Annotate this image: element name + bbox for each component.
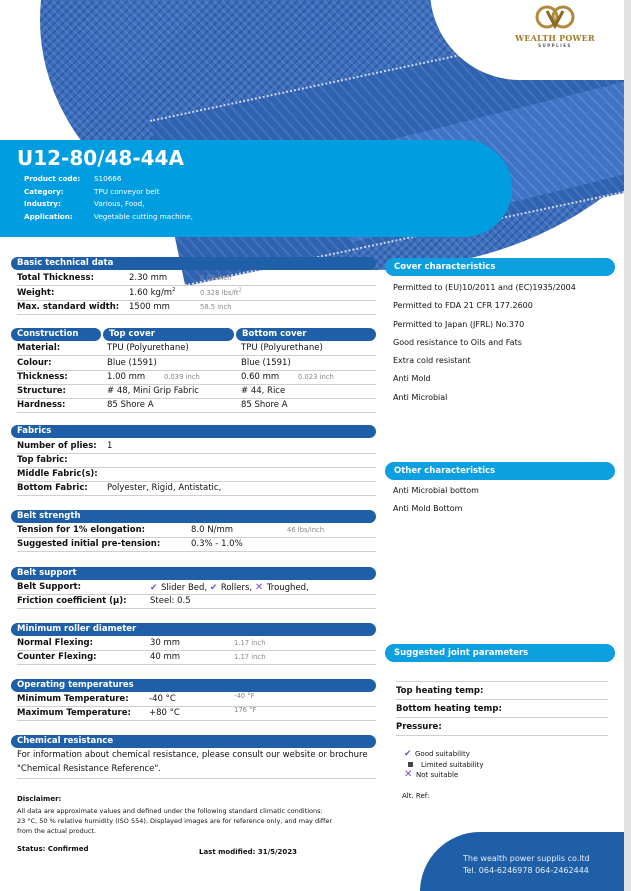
check-icon: ✔ <box>404 749 412 759</box>
logo-brand: WEALTH POWER <box>515 33 595 43</box>
list-item: Good resistance to Oils and Fats <box>393 337 522 347</box>
legend-limited: Limited suitability <box>404 760 484 771</box>
other-characteristics-list <box>393 482 479 519</box>
alt-ref: Alt. Ref: <box>402 792 430 800</box>
company-phone: Tel. 064-6246978 064-2462444 <box>463 866 589 875</box>
list-item: Permitted to Japan (JFRL) No.370 <box>393 319 525 329</box>
list-item: Permitted to (EU)10/2011 and (EC)1935/2004 <box>393 283 576 292</box>
footer-contact <box>420 832 624 891</box>
section-basic-heading: Basic technical data <box>11 257 376 270</box>
bottom-cover-heading: Bottom cover <box>236 328 376 341</box>
logo-emblem-icon <box>535 2 575 34</box>
company-name: The wealth power supplis co.ltd <box>463 854 590 863</box>
row-hardness: Hardness: 85 Shore A 85 Shore A <box>17 398 376 413</box>
legend-good: ✔ Good suitability <box>404 749 470 759</box>
row-top-fabric: Top fabric: <box>17 453 376 468</box>
row-bottom-heating: Bottom heating temp: <box>396 700 608 718</box>
last-modified: Last modified: 31/5/2023 <box>199 848 298 856</box>
meta-application: Application: Vegetable cutting machine, <box>24 212 193 221</box>
row-bottom-fabric: Bottom Fabric: Polyester, Rigid, Antistatic, <box>17 481 376 496</box>
meta-category: Category: TPU conveyor belt <box>24 187 160 196</box>
meta-product-code: Product code: S10666 <box>24 174 122 183</box>
row-friction: Friction coefficient (µ): Steel: 0.5 <box>17 594 376 609</box>
page-edge <box>624 0 631 891</box>
logo-sub: SUPPLIES <box>538 43 572 48</box>
section-temperature-heading: Operating temperatures <box>11 679 376 692</box>
legend-not-suitable: ✕ Not suitable <box>404 769 459 780</box>
list-item: Anti Mold Bottom <box>393 504 463 514</box>
row-max-temp: Maximum Temperature: +80 °C 176 °F <box>17 706 376 721</box>
row-pressure: Pressure: <box>396 718 608 736</box>
row-middle-fabric: Middle Fabric(s): <box>17 467 376 482</box>
row-material: Material: TPU (Polyurethane) TPU (Polyurethane) <box>17 341 376 356</box>
product-title-block <box>0 140 512 237</box>
section-strength-heading: Belt strength <box>11 510 376 523</box>
other-characteristics-heading: Other characteristics <box>385 462 615 480</box>
square-icon <box>408 762 413 767</box>
row-pretension: Suggested initial pre-tension: 0.3% - 1.0% <box>17 537 376 552</box>
row-plies: Number of plies: 1 <box>17 439 376 454</box>
row-tension: Tension for 1% elongation: 8.0 N/mm 46 lbs/inch <box>17 523 376 538</box>
row-belt-support: Belt Support: ✔ Slider Bed, ✔ Rollers, ✕ Troughed, <box>17 580 376 595</box>
row-colour: Colour: Blue (1591) Blue (1591) <box>17 356 376 371</box>
list-item: Permitted to FDA 21 CFR 177.2600 <box>393 301 533 311</box>
row-structure: Structure: # 48, Mini Grip Fabric # 44, Rice <box>17 384 376 399</box>
check-icon: ✔ <box>209 583 218 593</box>
status-text: Status: Confirmed <box>17 845 89 853</box>
row-total-thickness: Total Thickness: 2.30 mm 0.09 inch <box>17 271 376 286</box>
list-item: Anti Microbial <box>393 392 448 402</box>
section-chemical-heading: Chemical resistance <box>11 735 376 748</box>
list-item: Anti Microbial bottom <box>393 486 479 495</box>
list-item: Anti Mold <box>393 374 431 384</box>
x-icon: ✕ <box>404 769 413 780</box>
section-fabrics-heading: Fabrics <box>11 425 376 438</box>
row-weight: Weight: 1.60 $kg/m^2$ 0.328 lbs/$ft^2$ <box>17 286 376 301</box>
suitability-legend <box>404 749 484 781</box>
row-counter-flexing: Counter Flexing: 40 mm 1.17 inch <box>17 650 376 665</box>
check-icon: ✔ <box>150 583 158 593</box>
section-roller-heading: Minimum roller diameter <box>11 623 376 636</box>
row-normal-flexing: Normal Flexing: 30 mm 1.17 inch <box>17 636 376 651</box>
section-support-heading: Belt support <box>11 567 376 580</box>
row-max-width: Max. standard width: 1500 mm 58.5 inch <box>17 300 376 315</box>
x-icon: ✕ <box>254 582 264 593</box>
cover-characteristics-heading: Cover characteristics <box>385 258 615 276</box>
disclaimer: Disclaimer: All data are approximate values and defined under the following standard climatic conditions: 23 °C, 50 % relative humidity (ISO 554). Displayed images are for reference only, and may differ from the actual product. <box>17 795 333 835</box>
row-min-temp: Minimum Temperature: -40 °C -40 °F <box>17 692 376 707</box>
row-top-heating: Top heating temp: <box>396 682 608 700</box>
cover-characteristics-list <box>393 279 576 407</box>
chemical-text: For information about chemical resistance, please consult our website or brochure "Chemical Resistance Reference". <box>17 749 376 779</box>
list-item: Extra cold resistant <box>393 356 471 366</box>
company-logo <box>510 2 600 58</box>
top-cover-heading: Top cover <box>103 328 234 341</box>
row-thickness: Thickness: 1.00 mm 0.039 inch 0.60 mm 0.023 inch <box>17 370 376 385</box>
meta-industry: Industry: Various, Food, <box>24 199 145 208</box>
joint-parameters-heading: Suggested joint parameters <box>385 644 615 662</box>
product-title: U12-80/48-44A <box>17 146 184 170</box>
section-construction-heading: Construction <box>11 328 101 341</box>
